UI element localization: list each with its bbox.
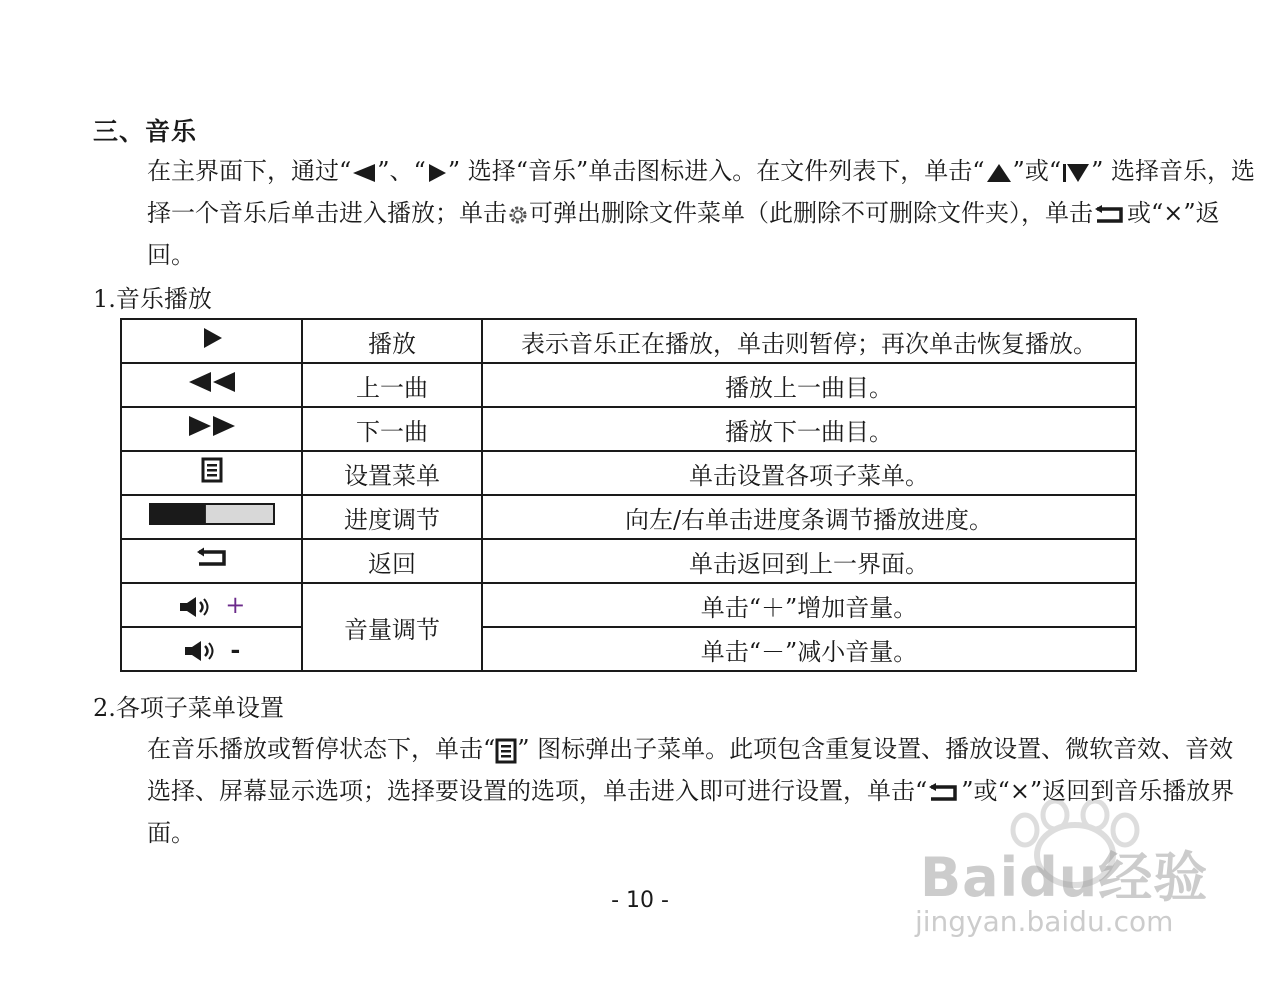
intro-text-1: 在主界面下，通过“ — [147, 157, 352, 185]
submenu-text-2: ” 图标弹出子菜单。此项包含重复设置、播放设置、微软音效、音效选择、屏幕显示选项；选择要设置的选项，单击进入即可进行设置，单击“ — [147, 735, 1234, 805]
table-row — [121, 583, 1136, 627]
intro-text-2: ”、“ — [377, 157, 426, 185]
controls-table — [120, 318, 1137, 672]
gear-icon — [507, 204, 529, 226]
table-row — [121, 407, 1136, 451]
intro-text-7: 或“×”返回。 — [147, 199, 1220, 269]
table-row — [121, 363, 1136, 407]
intro-text-3: ” 选择“音乐”单击图标进入。在文件列表下，单击“ — [447, 157, 985, 185]
volume-up-icon — [178, 595, 212, 619]
table-row — [121, 539, 1136, 583]
up-arrow-icon — [985, 162, 1013, 184]
return-icon — [194, 546, 230, 570]
control-desc: 单击返回到上一界面。 — [482, 539, 1136, 583]
down-arrow-icon — [1061, 162, 1091, 184]
intro-text-6: 可弹出删除文件菜单（此删除不可删除文件夹），单击 — [529, 199, 1093, 227]
control-desc: 单击“＋”增加音量。 — [482, 583, 1136, 627]
page-number: - 10 - — [611, 888, 669, 913]
control-desc: 单击“－”减小音量。 — [482, 627, 1136, 671]
section-heading: 三、音乐 — [93, 117, 198, 146]
left-arrow-icon — [351, 162, 377, 184]
control-name: 返回 — [302, 539, 482, 583]
fast-forward-icon — [187, 414, 237, 438]
intro-paragraph — [93, 150, 1257, 276]
table-row — [121, 451, 1136, 495]
table-row — [121, 319, 1136, 363]
rewind-icon — [187, 370, 237, 394]
watermark-brand: Baidu经验 — [920, 846, 1209, 909]
control-name: 音量调节 — [302, 583, 482, 671]
intro-text-4: ”或“ — [1012, 157, 1062, 185]
volume-plus-sign: + — [225, 591, 246, 619]
table-row — [121, 495, 1136, 539]
menu-icon — [495, 738, 517, 764]
control-desc: 表示音乐正在播放，单击则暂停；再次单击恢复播放。 — [482, 319, 1136, 363]
volume-down-icon — [183, 639, 217, 663]
progress-bar-icon — [149, 502, 275, 526]
control-name: 进度调节 — [302, 495, 482, 539]
watermark-url: jingyan.baidu.com — [915, 905, 1174, 938]
section1-title: 1.音乐播放 — [93, 285, 212, 313]
control-name: 上一曲 — [302, 363, 482, 407]
table-row — [121, 627, 1136, 671]
control-desc: 单击设置各项子菜单。 — [482, 451, 1136, 495]
control-desc: 向左/右单击进度条调节播放进度。 — [482, 495, 1136, 539]
control-name: 设置菜单 — [302, 451, 482, 495]
play-icon — [200, 326, 224, 350]
control-desc: 播放下一曲目。 — [482, 407, 1136, 451]
submenu-text-3: ”或“×”返回到音乐播放界面。 — [147, 777, 1235, 847]
control-name: 播放 — [302, 319, 482, 363]
menu-icon — [201, 457, 223, 483]
section2-title: 2.各项子菜单设置 — [93, 694, 284, 722]
volume-minus-sign: - — [230, 634, 241, 664]
control-name: 下一曲 — [302, 407, 482, 451]
submenu-text-1: 在音乐播放或暂停状态下，单击“ — [147, 735, 496, 763]
return-icon — [1093, 204, 1127, 226]
right-arrow-icon — [426, 162, 448, 184]
intro-text-5: ” 选择音乐，选择一个音乐后单击进入播放；单击 — [147, 157, 1255, 227]
control-desc: 播放上一曲目。 — [482, 363, 1136, 407]
